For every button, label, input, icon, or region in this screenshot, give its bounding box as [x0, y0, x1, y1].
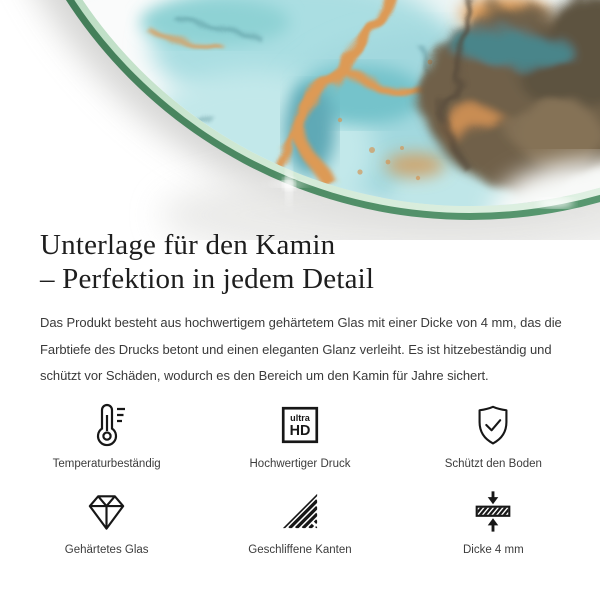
- feature-label: Geschliffene Kanten: [248, 544, 352, 556]
- diamond-icon: [83, 487, 130, 534]
- feature-temperature: [10, 398, 203, 471]
- ultra-hd-icon: [277, 402, 323, 448]
- feature-label: Dicke 4 mm: [462, 544, 524, 556]
- ultra-hd-icon-text-big: HD: [289, 423, 311, 440]
- page-title: [40, 228, 374, 296]
- feature-print-quality: [203, 398, 396, 471]
- feature-floor-protection: [397, 398, 590, 471]
- feature-polished-edges: [203, 484, 396, 557]
- feature-label: Temperaturbeständig: [52, 458, 161, 470]
- shield-check-icon: [470, 402, 516, 448]
- ultra-hd-icon-text-small: ultra: [290, 413, 310, 424]
- feature-label: Schützt den Boden: [444, 458, 542, 470]
- feature-label: Hochwertiger Druck: [249, 458, 351, 470]
- hero-product-image: [0, 0, 600, 240]
- intro-line: Farbtiefe des Drucks betont und einen eleganten Glanz verleiht. Es ist hitzebeständig und: [40, 341, 552, 357]
- intro-line: schützt vor Schäden, wodurch es den Bereich um den Kamin für Jahre sichert.: [40, 368, 489, 383]
- polished-edges-icon: [277, 488, 323, 534]
- feature-grid: [10, 398, 590, 557]
- feature-label: Gehärtetes Glas: [64, 544, 149, 556]
- intro-line: Das Produkt besteht aus hochwertigem gehärtetem Glas mit einer Dicke von 4 mm, das die: [40, 315, 562, 330]
- glass-panel-graphic: [0, 0, 600, 240]
- intro-paragraph: [40, 310, 562, 390]
- feature-tempered-glass: [10, 484, 203, 557]
- feature-thickness: [397, 484, 590, 557]
- page-title-line1: Unterlage für den Kamin: [40, 229, 336, 261]
- thickness-icon: [470, 488, 516, 534]
- page-title-line2: – Perfektion in jedem Detail: [40, 263, 375, 295]
- thermometer-icon: [83, 400, 131, 448]
